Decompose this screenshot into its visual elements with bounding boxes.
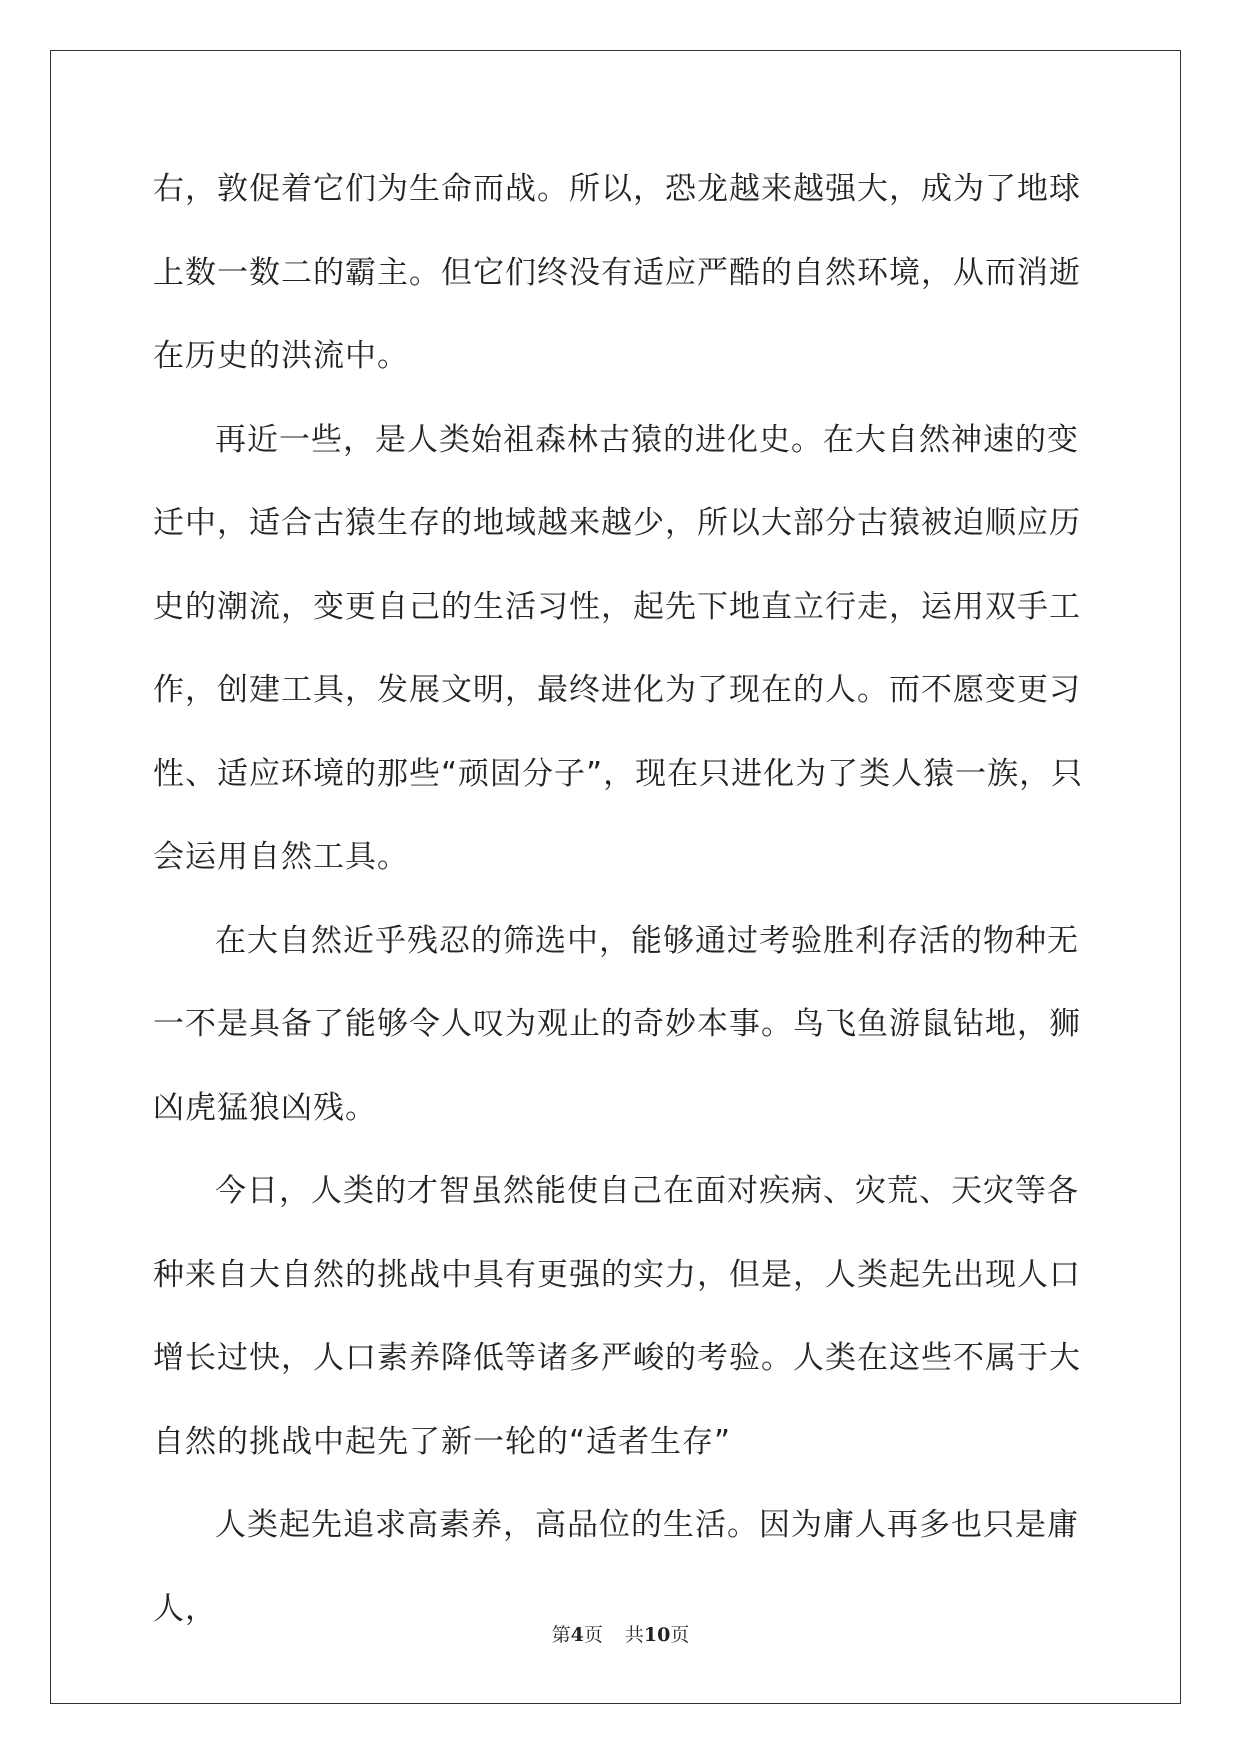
total-suffix: 页 (670, 1624, 690, 1646)
page-footer (0, 1620, 1241, 1647)
page-number: 4 (570, 1624, 584, 1646)
document-body (153, 148, 1093, 1651)
total-prefix: 共 (624, 1624, 644, 1646)
paragraph-2: 再近一些，是人类始祖森林古猿的进化史。在大自然神速的变迁中，适合古猿生存的地域越来越少，所以大部分古猿被迫顺应历史的潮流，变更自己的生活习性，起先下地直立行走，运用双手工作，创建工具，发展文明，最终进化为了现在的人。而不愿变更习性、适应环境的那些“顽固分子”，现在只进化为了类人猿一族，只会运用自然工具。 (153, 421, 1084, 875)
page-suffix: 页 (583, 1624, 603, 1646)
paragraph-4: 今日，人类的才智虽然能使自己在面对疾病、灾荒、天灾等各种来自大自然的挑战中具有更强的实力，但是，人类起先出现人口增长过快，人口素养降低等诸多严峻的考验。人类在这些不属于大自然的挑战中起先了新一轮的“适者生存” (153, 1173, 1081, 1460)
paragraph-3: 在大自然近乎残忍的筛选中，能够通过考验胜利存活的物种无一不是具备了能够令人叹为观止的奇妙本事。鸟飞鱼游鼠钻地，狮凶虎猛狼凶残。 (153, 922, 1081, 1126)
paragraph-1: 右，敦促着它们为生命而战。所以，恐龙越来越强大，成为了地球上数一数二的霸主。但它们终没有适应严酷的自然环境，从而消逝在历史的洪流中。 (153, 171, 1081, 374)
page-prefix: 第 (551, 1624, 571, 1646)
paragraph-5: 人类起先追求高素养，高品位的生活。因为庸人再多也只是庸人， (153, 1507, 1079, 1627)
total-pages: 10 (643, 1624, 671, 1646)
